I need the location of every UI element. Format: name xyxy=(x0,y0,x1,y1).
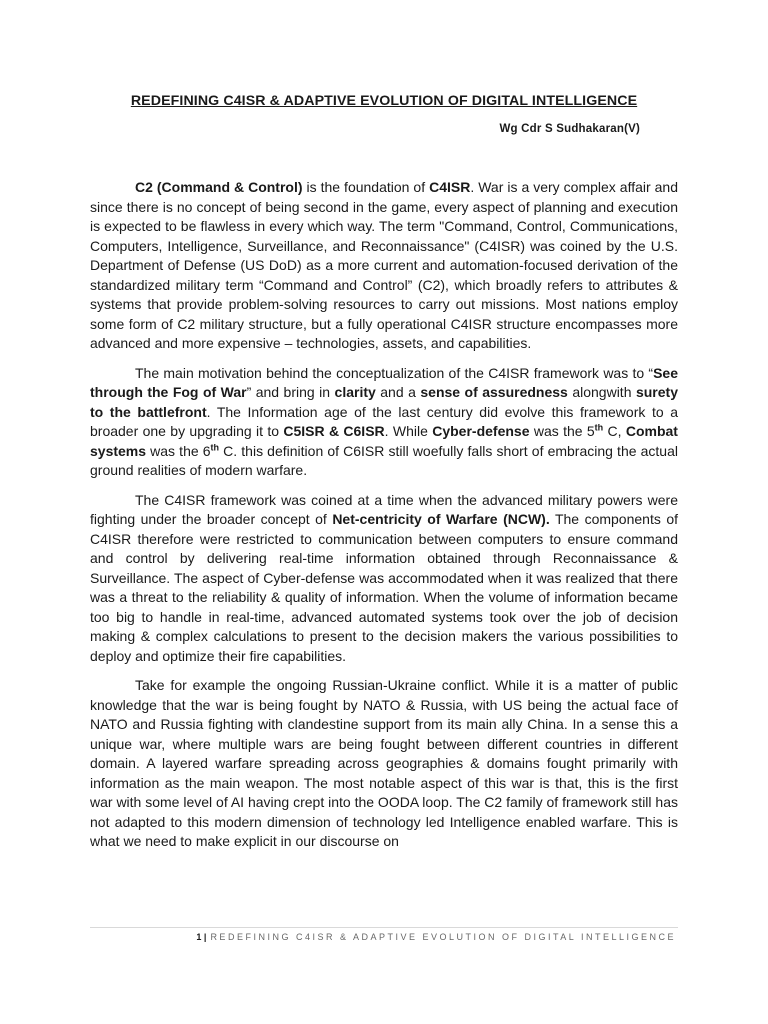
superscript-text: th xyxy=(594,422,604,433)
body-paragraph xyxy=(90,491,678,667)
bold-text: See through the Fog of War xyxy=(90,364,678,400)
bold-text: C5ISR & C6ISR xyxy=(283,423,385,439)
text-run: C, xyxy=(603,423,626,439)
text-run: . The Information age of the last century did evolve this framework to a broader one by upgrading it to xyxy=(90,403,678,439)
text-run: and a xyxy=(375,384,421,400)
document-title: REDEFINING C4ISR & ADAPTIVE EVOLUTION OF DIGITAL INTELLIGENCE xyxy=(130,93,638,109)
superscript-text: th xyxy=(210,441,220,452)
text-run: alongwith xyxy=(567,384,636,400)
bold-text: Combat systems xyxy=(90,423,678,459)
text-run: was the 5 xyxy=(529,423,595,439)
text-run: . War is a very complex affair and since there is no concept of being second in the game, every aspect of planning and execution is expected to be flawless in every which way. The term "Command, Control, Communications, Computers, Intelligence, Surveillance, and Reconnaissance" (C4ISR) was coined by the U.S. Department of Defense (US DoD) as a more current and automation-focused derivation of the standardized military term “Command and Control” (C2), which broadly refers to attributes & systems that provide problem-solving resources to carry out missions. Most nations employ some form of C2 military structure, but a fully operational C4ISR structure encompasses more advanced and more expensive – technologies, assets, and capabilities. xyxy=(90,179,679,351)
footer-divider xyxy=(90,927,678,928)
document-body xyxy=(90,178,678,852)
text-run: The components of C4ISR therefore were restricted to communication between computers to ensure command and control by delivering real-time information obtained through Reconnaissance & Surveillance. The aspect of Cyber-defense was accommodated when it was realized that there was a threat to the reliability & quality of information. When the volume of information became too big to handle in real-time, advanced automated systems took over the job of decision making & complex calculations to present to the decision makers the various possibilities to deploy and optimize their fire capabilities. xyxy=(90,511,678,664)
bold-text: C2 (Command & Control) xyxy=(135,179,303,195)
bold-text: clarity xyxy=(334,384,376,400)
text-run: The main motivation behind the conceptualization of the C4ISR framework was to “ xyxy=(135,364,654,381)
bold-text: Cyber-defense xyxy=(432,423,530,439)
text-run: C. this definition of C6ISR still woefully falls short of embracing the actual ground realities of modern warfare. xyxy=(90,442,678,478)
text-run: ” and bring in xyxy=(246,384,335,400)
body-paragraph xyxy=(90,364,678,481)
bold-text: Net-centricity of Warfare (NCW). xyxy=(332,511,550,527)
footer-running-title: REDEFINING C4ISR & ADAPTIVE EVOLUTION OF DIGITAL INTELLIGENCE xyxy=(210,932,676,942)
page-number: 1 | xyxy=(196,932,207,942)
author-byline: Wg Cdr S Sudhakaran(V) xyxy=(499,123,640,135)
bold-text: sense of assuredness xyxy=(420,384,568,400)
body-paragraph xyxy=(90,676,678,852)
page-footer xyxy=(196,932,676,942)
body-paragraph xyxy=(90,178,678,354)
text-run: is the foundation of xyxy=(302,179,430,195)
bold-text: C4ISR xyxy=(429,179,471,195)
text-run: Take for example the ongoing Russian-Ukraine conflict. While it is a matter of public knowledge that the war is being fought by NATO & Russia, with US being the actual face of NATO and Russia fighting with clandestine support from its main ally China. In a sense this a unique war, where multiple wars are being fought between different countries in different domain. A layered warfare spreading across geographies & domains fought primarily with information as the main weapon. The most notable aspect of this war is that, this is the first war with some level of AI having crept into the OODA loop. The C2 family of framework still has not adapted to this modern dimension of technology led Intelligence enabled warfare. This is what we need to make explicit in our discourse on xyxy=(90,677,678,849)
text-run: . While xyxy=(384,423,433,439)
bold-text: surety to the battlefront xyxy=(90,384,678,420)
text-run: The C4ISR framework was coined at a time when the advanced military powers were fighting under the broader concept of xyxy=(90,491,678,527)
text-run: was the 6 xyxy=(146,442,211,459)
